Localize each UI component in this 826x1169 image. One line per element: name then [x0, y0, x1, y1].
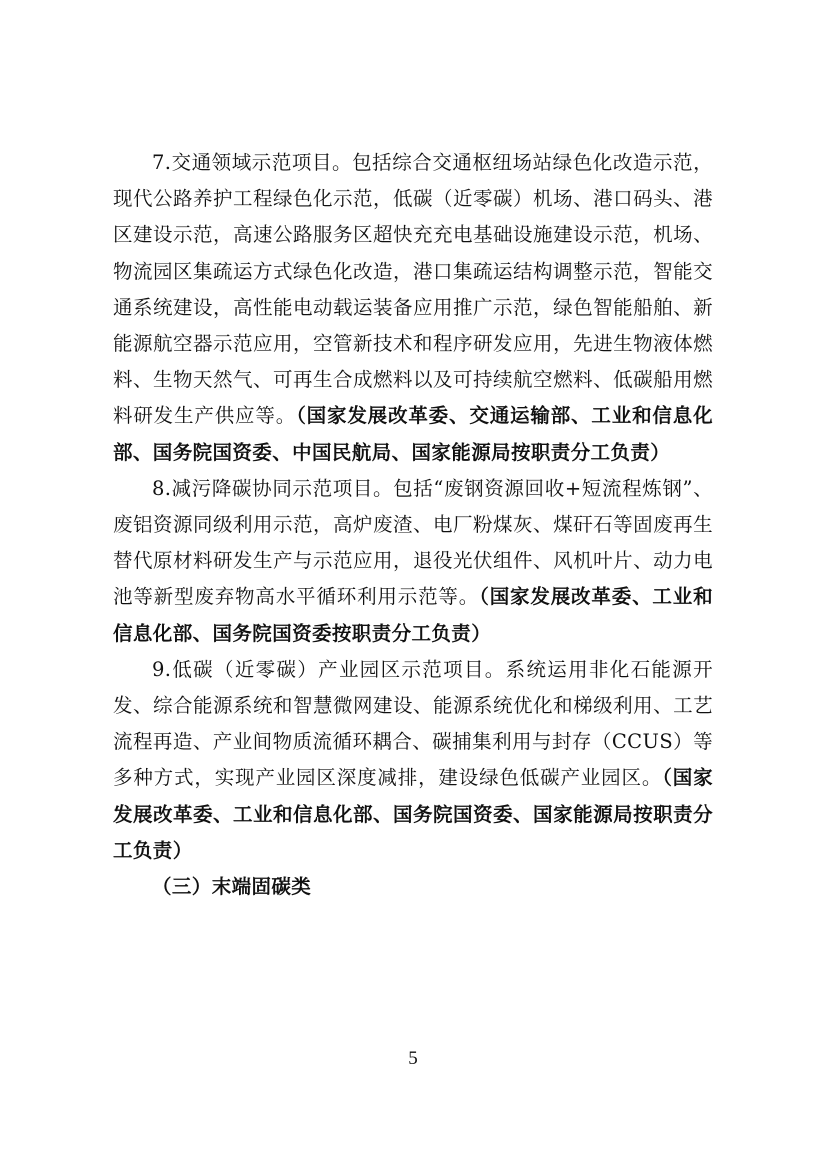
paragraph-body: 包括综合交通枢纽场站绿色化改造示范，现代公路养护工程绿色化示范，低碳（近零碳）机场、港口码头、港区建设示范，高速公路服务区超快充充电基础设施建设示范，机场、物流园区集疏运方式绿色化改造，港口集疏运结构调整示范，智能交通系统建设，高性能电动载运装备应用推广示范，绿色智能船舶、新能源航空器示范应用，空管新技术和程序研发应用，先进生物液体燃料、生物天然气、可再生合成燃料以及可持续航空燃料、低碳船用燃料研发生产供应等。: [113, 151, 713, 428]
paragraph-body: 包括“废钢资源回收+短流程炼钢”、废铝资源同级利用示范，高炉废渣、电厂粉煤灰、煤矸石等固废再生替代原材料研发生产与示范应用，退役光伏组件、风机叶片、动力电池等新型废弃物高水平循环利用示范等。: [113, 476, 713, 609]
paragraph-lead: 8.减污降碳协同示范项目。: [152, 476, 394, 500]
paragraph-lead: 7.交通领域示范项目。: [152, 151, 353, 174]
paragraph-body: 系统运用非化石能源开发、综合能源系统和智慧微网建设、能源系统优化和梯级利用、工艺流程再造、产业间物质流循环耦合、碳捕集利用与封存（CCUS）等多种方式，实现产业园区深度减排，建设绿色低碳产业园区。: [113, 657, 713, 790]
paragraph-transport-demo: [113, 145, 713, 471]
paragraph-responsibility: （国家发展改革委、交通运输部、工业和信息化部、国务院国资委、中国民航局、国家能源局按职责分工负责）: [113, 404, 713, 464]
paragraph-industrial-park-demo: [113, 652, 713, 869]
paragraph-lead: 9.低碳（近零碳）产业园区示范项目。: [152, 657, 506, 681]
page-content: [113, 145, 713, 905]
paragraph-pollution-carbon-demo: [113, 471, 713, 652]
paragraph-responsibility: （国家发展改革委、工业和信息化部、国务院国资委按职责分工负责）: [113, 585, 713, 645]
section-heading: （三）末端固碳类: [152, 875, 312, 899]
page-number: 5: [408, 1048, 418, 1069]
paragraph-responsibility: （国家发展改革委、工业和信息化部、国务院国资委、国家能源局按职责分工负责）: [113, 766, 713, 862]
